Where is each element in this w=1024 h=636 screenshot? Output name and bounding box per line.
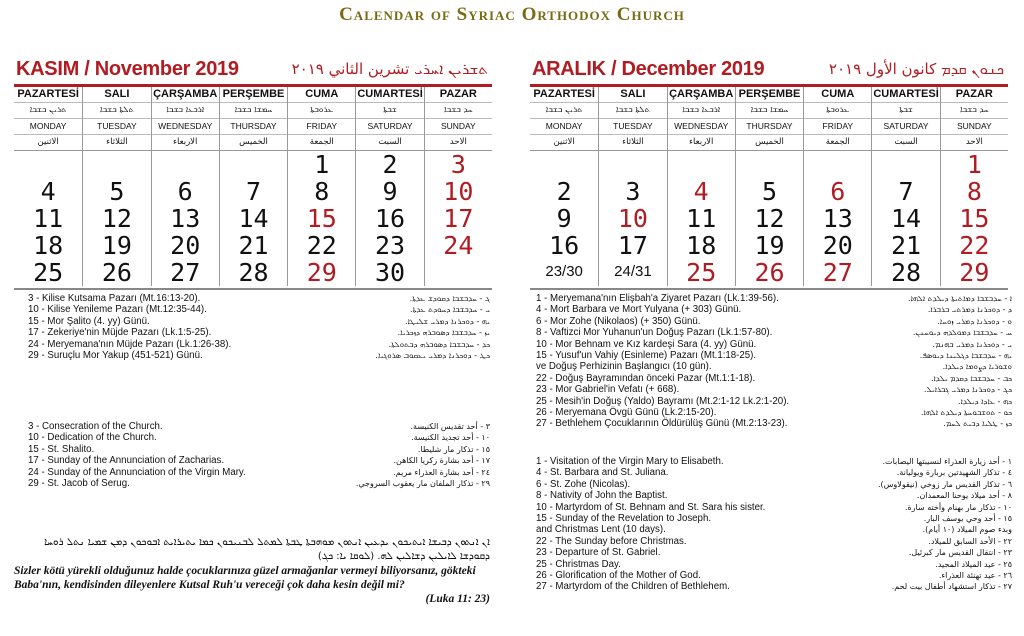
day-cell: 15 [287,205,355,232]
weekday-label-ar: الثلاثاء [622,137,644,147]
weekday-header [151,87,219,150]
weekday-label-en: MONDAY [530,119,598,135]
november-events-turkish [28,293,490,361]
weekday-header [735,87,803,150]
day-cell: 28 [219,259,287,286]
event-row [28,304,490,315]
weekday-label-en: SATURDAY [356,119,423,135]
day-cell: 21 [219,232,287,259]
weekday-label-tr: PAZARTESİ [14,87,82,103]
event-text: 15 - Yusuf'un Vahiy (Esinleme) Pazarı (Mt.1:18-25). [536,350,757,362]
day-cell: 11 [33,204,64,233]
event-text: 25 - Christmas Day. [536,558,621,570]
weekday-label-en: SUNDAY [941,119,1008,135]
day-cell: 12 [82,205,150,232]
day-cell: 7 [871,178,939,205]
weekday-label-tr: PAZAR [941,87,1008,103]
event-row [536,350,1012,361]
event-syriac-text: ܟܕ - ܚܕܒܫܒܐ ܕܣܘܒܪܗ ܕܒܬܘܠܬܐ. [388,339,490,349]
verse-reference: (Luka 11: 23) [425,593,490,605]
event-syriac-text: ܘܫܘܪܝܐ ܕܨܘܡܐ ܕܝܠܕܐ. [942,362,1012,372]
event-arabic-text: ٢٩ - تذكار الملفان مار يعقوب السروجي. [355,479,490,489]
event-row [536,456,1012,467]
day-cell: 16 [355,205,423,232]
event-row [536,513,1012,524]
month-name: KASIM / November 2019 [16,58,239,80]
month-header [530,56,1008,87]
event-text: 23 - Departure of St. Gabriel. [536,547,661,559]
weekday-label-syr: ܐܪܒܥܐ ܒܫܒܐ [668,103,735,119]
weekday-label-tr: ÇARŞAMBA [668,87,735,103]
weekday-label-ar: السبت [894,137,918,147]
weekday-label-syr: ܚܡܫܐ ܒܫܒܐ [220,103,287,119]
day-cell: 22 [287,232,355,259]
verse-syriac: ܐܢ ܐܢܬܘܢ ܕܒܝܫܐ ܐܝܬܝܟܘܢ ܝܕܥܝܢ ܐܢܬܘܢ ܡܘܗܒܬܐ ܛܒܬܐ ܠܡܬܠ ܠܒܢܝܟܘܢ ܟܡܐ ܝܬܝܪܐܝܬ ܐܒܘܟܘܢ ܕܡܢ ܫܡܝܐ ܢܬܠ ܪܘܚܐ ܕܩܘܕܫܐ ܠܐܝܠܝܢ ܕܫܐܠܝܢ ܠܗ. (ܠܘܩܐ ܝܐ: ܟܓ) [44,537,490,562]
day-cell: 1 [940,151,1008,178]
event-row [28,293,490,304]
event-text: 1 - Visitation of the Virgin Mary to Elisabeth. [536,456,724,467]
event-syriac-text: ܟܒ - ܚܕܒܫܒܐ ܕܩܕܡ ܝܠܕܐ. [930,373,1012,383]
day-cell: 27 [151,259,219,286]
event-text: 27 - Bethlehem Çocuklarının Öldürülüş Günü (Mt.2:13-23). [536,418,788,430]
event-syriac-text: ܝ - ܚܕܒܫܒܐ ܕܚܘܕܬ ܥܕܬܐ. [410,305,490,315]
day-cell: 22 [940,232,1008,259]
bible-verse [14,536,490,606]
day-cell: 5 [735,178,803,205]
weekday-label-syr: ܬܠܬܐ ܒܫܒܐ [599,103,666,119]
weekday-label-tr: CUMA [804,87,871,103]
event-syriac-text: ܟܛ - ܕܘܟܪܢܐ ܕܡܪܝ ܝܥܩܘܒ ܣܪܘܓܝܐ. [375,351,490,361]
event-text: 24 - Meryemana'nın Müjde Pazarı (Lk.1:26-38). [28,338,232,350]
event-arabic-text: ١٠ - تذكار مار بهنام وأخته سارة. [904,502,1012,512]
event-text: 6 - St. Zohe (Nicolas). [536,478,631,490]
event-text: 10 - Mor Behnam ve Kız kardeşi Sara (4. yy) Günü. [536,338,757,350]
weekday-label-en: MONDAY [14,119,82,135]
weekday-label-en: WEDNESDAY [668,119,735,135]
weekday-label-en: SUNDAY [425,119,492,135]
day-cell: 14 [871,205,939,232]
day-cell: 4 [40,177,56,206]
event-text: 4 - St. Barbara and St. Juliana. [536,467,669,479]
event-row [536,570,1012,581]
day-cell: 17 [424,205,492,232]
event-text: 22 - The Sunday before Christmas. [536,535,687,547]
event-text: 26 - Meryemana Övgü Günü (Lk.2:15-20). [536,407,717,419]
event-row [536,547,1012,558]
event-text: 27 - Martyrdom of the Children of Bethlehem. [536,581,730,593]
event-row [28,478,490,489]
month-name: ARALIK / December 2019 [532,58,765,80]
weekday-header [598,87,666,150]
day-cell: 24 [424,232,492,259]
weekday-label-syr: ܬܠܬܐ ܒܫܒܐ [83,103,150,119]
weekday-label-ar: الجمعة [825,137,850,147]
day-cell: 17 [598,232,666,259]
weekday-label-en: FRIDAY [288,119,355,135]
event-row [536,304,1012,315]
event-row [28,316,490,327]
day-cell: 6 [151,178,219,205]
weekday-label-ar: السبت [378,137,402,147]
weekday-label-ar: الاربعاء [173,137,198,147]
day-cell [735,151,803,178]
day-cell: 30 [355,259,423,286]
event-arabic-text: ٢٥ - عيد الميلاد المجيد. [935,559,1012,569]
event-arabic-text: ٢٤ - أحد بشارة العذراء مريم. [393,467,490,477]
event-row [536,361,1012,372]
day-cell: 21 [871,232,939,259]
event-syriac-text: ܝܗ - ܚܕܒܫܒܐ ܕܓܠܝܢܐ ܕܝܘܣܦ. [919,351,1012,361]
weekday-label-tr: PERŞEMBE [736,87,803,103]
event-text: ve Doğuş Perhizinin Başlangıcı (10 gün). [536,361,712,373]
november-calendar [14,56,492,290]
event-syriac-text: ܝܙ - ܚܕܒܫܒܐ ܕܣܘܒܪܗ ܕܙܟܪܝܐ. [397,328,490,338]
day-cell [871,151,939,178]
weekday-header [219,87,287,150]
day-cell: 2 [556,177,572,206]
event-row [536,407,1012,418]
event-syriac-text: ܟܗ - ܥܐܕܐ ܕܝܠܕܐ. [958,396,1012,406]
event-arabic-text: ١٥ - أحد وحي يوسف البار. [923,514,1012,524]
event-arabic-text: ٢٧ - تذكار استشهاد أطفال بيت لحم. [891,582,1012,592]
event-row [536,339,1012,350]
event-arabic-text: ١٧ - أحد بشارة زكريا الكاهن. [393,456,490,466]
day-cell: 19 [735,232,803,259]
weekday-label-en: TUESDAY [83,119,150,135]
day-cell: 9 [355,178,423,205]
weekday-label-ar: الاحد [965,137,983,147]
day-cell: 23/30 [545,263,583,280]
event-row [536,384,1012,395]
event-row [28,432,490,443]
day-cell [151,151,219,178]
event-row [536,316,1012,327]
day-cell [530,151,598,178]
weekday-label-tr: PAZAR [425,87,492,103]
weekday-label-en: THURSDAY [220,119,287,135]
event-arabic-text: ٢٣ - انتقال القديس مار كبرئيل. [908,548,1012,558]
event-arabic-text: وبدء صوم الميلاد (١٠ أيام). [922,525,1012,535]
event-text: 4 - Mort Barbara ve Mort Yulyana (+ 303) Günü. [536,304,742,316]
event-text: 8 - Nativity of John the Baptist. [536,490,668,502]
month-native-name: ܟܢܘܢ ܩܕܡ كانون الأول ٢٠١٩ [828,60,1004,78]
event-text: 22 - Doğuş Bayramından önceki Pazar (Mt.1:1-18). [536,372,756,384]
weekday-headers [14,87,492,150]
event-text: 15 - St. Shalito. [28,443,95,455]
event-row [536,581,1012,592]
day-cell: 8 [287,178,355,205]
weekday-header [287,87,355,150]
event-text: 15 - Sunday of the Revelation to Joseph. [536,513,712,525]
weekday-label-syr: ܚܡܫܐ ܒܫܒܐ [736,103,803,119]
december-events-english [536,456,1012,593]
event-text: 1 - Meryemana'nın Elişbah'a Ziyaret Pazarı (Lk.1:39-56). [536,293,779,304]
day-cell: 2 [355,151,423,178]
event-text: 24 - Sunday of the Annunciation of the Virgin Mary. [28,466,246,478]
day-cell: 11 [667,205,735,232]
day-grid [14,150,492,286]
event-row [536,490,1012,501]
event-arabic-text: ١ - أحد زيارة العذراء لنسيبتها اليصابات. [882,457,1012,466]
month-header [14,56,492,87]
event-arabic-text: ٤ - تذكار الشهيدتين بربارة ويوليانة. [896,468,1012,478]
day-cell [424,259,492,286]
weekday-headers [530,87,1008,150]
event-text: 6 - Mor Zohe (Nikolaos) (+ 350) Günü. [536,315,701,327]
day-cell: 26 [82,259,150,286]
event-syriac-text: ܕ - ܕܘܟܪܢܐ ܕܡܪܬܝ ܒܪܒܪܐ. [927,305,1012,315]
weekday-header [803,87,871,150]
weekday-header [871,87,939,150]
weekday-label-tr: PAZARTESİ [530,87,598,103]
event-syriac-text: ܟܙ - ܛܠܝܐ ܕܒܝܬ ܠܚܡ. [943,419,1012,429]
weekday-label-ar: الاربعاء [689,137,714,147]
event-row [28,327,490,338]
weekday-label-syr: ܥܪܘܒܬܐ [804,103,871,119]
weekday-label-syr: ܬܪܝܢ ܒܫܒܐ [14,103,82,119]
weekday-label-syr: ܚܕ ܒܫܒܐ [425,103,492,119]
verse-turkish: Sizler kötü yürekli olduğunuz halde çocuklarınıza güzel armağanlar vermeyi biliyorsanız, gökteki Baba'nın, kendisinden dileyenlere Kutsal Ruh'u vereceği çok daha kesin değil mi? [14,565,476,591]
event-row [28,444,490,455]
weekday-label-tr: SALI [83,87,150,103]
december-calendar [530,56,1008,290]
day-cell: 15 [940,205,1008,232]
event-arabic-text: ١٠ - أحد تجديد الكنيسة. [411,433,490,443]
day-cell: 24/31 [598,259,666,286]
day-cell: 9 [556,204,572,233]
event-arabic-text: ١٥ - تذكار مار شليطا. [417,444,490,454]
weekday-label-ar: الاحد [449,137,467,147]
event-text: 3 - Consecration of the Church. [28,421,163,432]
weekday-label-en: SATURDAY [872,119,939,135]
weekday-label-syr: ܬܪܝܢ ܒܫܒܐ [530,103,598,119]
weekday-label-ar: الاثنين [37,137,59,147]
day-cell: 27 [803,259,871,286]
event-text: and Christmas Lent (10 days). [536,524,666,536]
day-cell: 18 [33,231,64,260]
december-events-turkish [536,293,1012,430]
weekday-label-tr: ÇARŞAMBA [152,87,219,103]
weekday-label-ar: الاثنين [553,137,575,147]
event-text: 26 - Glorification of the Mother of God. [536,570,701,582]
day-cell: 28 [871,259,939,286]
day-cell: 10 [598,205,666,232]
event-syriac-text: ܚ - ܚܕܒܫܒܐ ܕܡܘܠܕܗ ܕܝܘܚܢܢ. [912,328,1012,338]
event-text: 10 - Dedication of the Church. [28,432,157,444]
weekday-header [530,87,598,150]
event-row [28,455,490,466]
event-row [28,339,490,350]
event-row [536,524,1012,535]
event-row [536,559,1012,570]
event-row [536,467,1012,478]
month-native-name: ܬܫܪܝܢ ܐܚܪܝ تشرين الثاني ٢٠١٩ [291,60,488,78]
day-cell: 3 [598,178,666,205]
day-cell: 13 [803,205,871,232]
event-text: 23 - Mor Gabriel'in Vefatı (+ 668). [536,384,680,396]
day-cell: 4 [667,178,735,205]
weekday-label-syr: ܚܕ ܒܫܒܐ [941,103,1008,119]
weekday-label-en: THURSDAY [736,119,803,135]
weekday-label-syr: ܫܒܬܐ [872,103,939,119]
day-cell: 12 [735,205,803,232]
day-cell: 7 [219,178,287,205]
event-text: 10 - Martyrdom of St. Behnam and St. Sara his sister. [536,501,766,513]
event-row [536,479,1012,490]
event-text: 10 - Kilise Yenileme Pazarı (Mt.12:35-44). [28,304,207,316]
event-row [536,502,1012,513]
day-cell: 13 [151,205,219,232]
day-cell: 26 [735,259,803,286]
day-cell: 14 [219,205,287,232]
event-row [536,536,1012,547]
event-syriac-text: ܟܘ - ܬܘܫܒܘܚܬܐ ܕܝܠܕܬ ܐܠܗܐ. [920,408,1012,418]
day-cell: 25 [667,259,735,286]
event-arabic-text: ٣ - أحد تقديس الكنيسة. [410,422,490,431]
day-cell [803,151,871,178]
weekday-label-en: TUESDAY [599,119,666,135]
event-row [536,418,1012,429]
day-cell: 10 [424,178,492,205]
weekday-header [82,87,150,150]
day-cell: 6 [803,178,871,205]
weekday-label-tr: CUMARTESİ [872,87,939,103]
day-cell [598,151,666,178]
weekday-label-tr: SALI [599,87,666,103]
day-cell: 18 [667,232,735,259]
weekday-label-tr: CUMA [288,87,355,103]
weekday-header [14,87,82,150]
event-row [28,421,490,432]
weekday-header [355,87,423,150]
event-text: 3 - Kilise Kutsama Pazarı (Mt.16:13-20). [28,293,201,304]
event-text: 17 - Zekeriye'nin Müjde Pazarı (Lk.1:5-25). [28,327,212,339]
day-cell [667,151,735,178]
weekday-label-ar: الجمعة [309,137,334,147]
day-cell: 16 [549,231,580,260]
day-cell: 20 [803,232,871,259]
event-row [536,373,1012,384]
weekday-label-syr: ܥܪܘܒܬܐ [288,103,355,119]
november-events-english [28,421,490,489]
page-title: Calendar of Syriac Orthodox Church [339,4,685,25]
weekday-label-tr: CUMARTESİ [356,87,423,103]
weekday-label-ar: الخميس [239,137,268,147]
event-arabic-text: ٢٦ - عيد تهنئة العذراء. [938,571,1012,581]
event-syriac-text: ܓ - ܚܕܒܫܒܐ ܕܩܘܕܫ ܥܕܬܐ. [409,294,490,303]
event-row [536,396,1012,407]
event-arabic-text: ٨ - أحد ميلاد يوحنا المعمدان. [916,491,1012,501]
day-cell: 25 [33,258,64,287]
weekday-label-syr: ܐܪܒܥܐ ܒܫܒܐ [152,103,219,119]
day-grid [530,150,1008,286]
day-cell: 3 [424,151,492,178]
event-text: 15 - Mor Şalito (4. yy) Günü. [28,315,150,327]
day-cell: 1 [287,151,355,178]
weekday-label-en: WEDNESDAY [152,119,219,135]
event-row [28,467,490,478]
day-cell: 23 [355,232,423,259]
day-cell: 8 [940,178,1008,205]
day-cell: 29 [287,259,355,286]
day-cell: 29 [940,259,1008,286]
weekday-label-tr: PERŞEMBE [220,87,287,103]
event-arabic-text: ٦ - تذكار القديس مار زوخي (نيقولاوس). [877,479,1012,489]
event-text: 29 - Suruçlu Mor Yakup (451-521) Günü. [28,350,203,362]
event-syriac-text: ܝ - ܕܘܟܪܢܐ ܕܡܪܝ ܒܗܢܡ. [932,339,1012,349]
weekday-label-ar: الخميس [755,137,784,147]
weekday-label-en: FRIDAY [804,119,871,135]
day-cell [219,151,287,178]
day-cell: 20 [151,232,219,259]
event-syriac-text: ܟܓ - ܕܘܟܪܢܐ ܕܡܪܝ ܓܒܪܐܝܠ. [923,385,1012,395]
event-text: 29 - St. Jacob of Serug. [28,478,130,490]
event-text: 25 - Mesih'in Doğuş (Yaldo) Bayramı (Mt.2:1-12 Lk.2:1-20). [536,395,790,407]
event-row [536,293,1012,304]
weekday-header [424,87,492,150]
day-cell: 19 [82,232,150,259]
weekday-label-syr: ܫܒܬܐ [356,103,423,119]
day-cell [82,151,150,178]
event-text: 17 - Sunday of the Annunciation of Zacharias. [28,455,225,467]
event-arabic-text: ٢٢ - الأحد السابق للميلاد. [928,536,1012,546]
weekday-header [940,87,1008,150]
event-text: 8 - Vaftizci Mor Yuhanun'un Doğuş Pazarı (Lk.1:57-80). [536,327,773,339]
weekday-header [667,87,735,150]
event-syriac-text: ܐ - ܚܕܒܫܒܐ ܕܡܐܬܝܬܐ ܕܝܠܕܬ ܐܠܗܐ. [907,294,1012,303]
day-cell [14,151,82,178]
event-row [536,327,1012,338]
weekday-label-ar: الثلاثاء [106,137,128,147]
event-syriac-text: ܝܗ - ܕܘܟܪܢܐ ܕܡܪܝ ܫܠܝܛܐ. [404,316,490,326]
day-cell: 5 [82,178,150,205]
event-row [28,350,490,361]
event-syriac-text: ܘ - ܕܘܟܪܢܐ ܕܡܪܝ ܙܘܚܐ. [937,316,1012,326]
